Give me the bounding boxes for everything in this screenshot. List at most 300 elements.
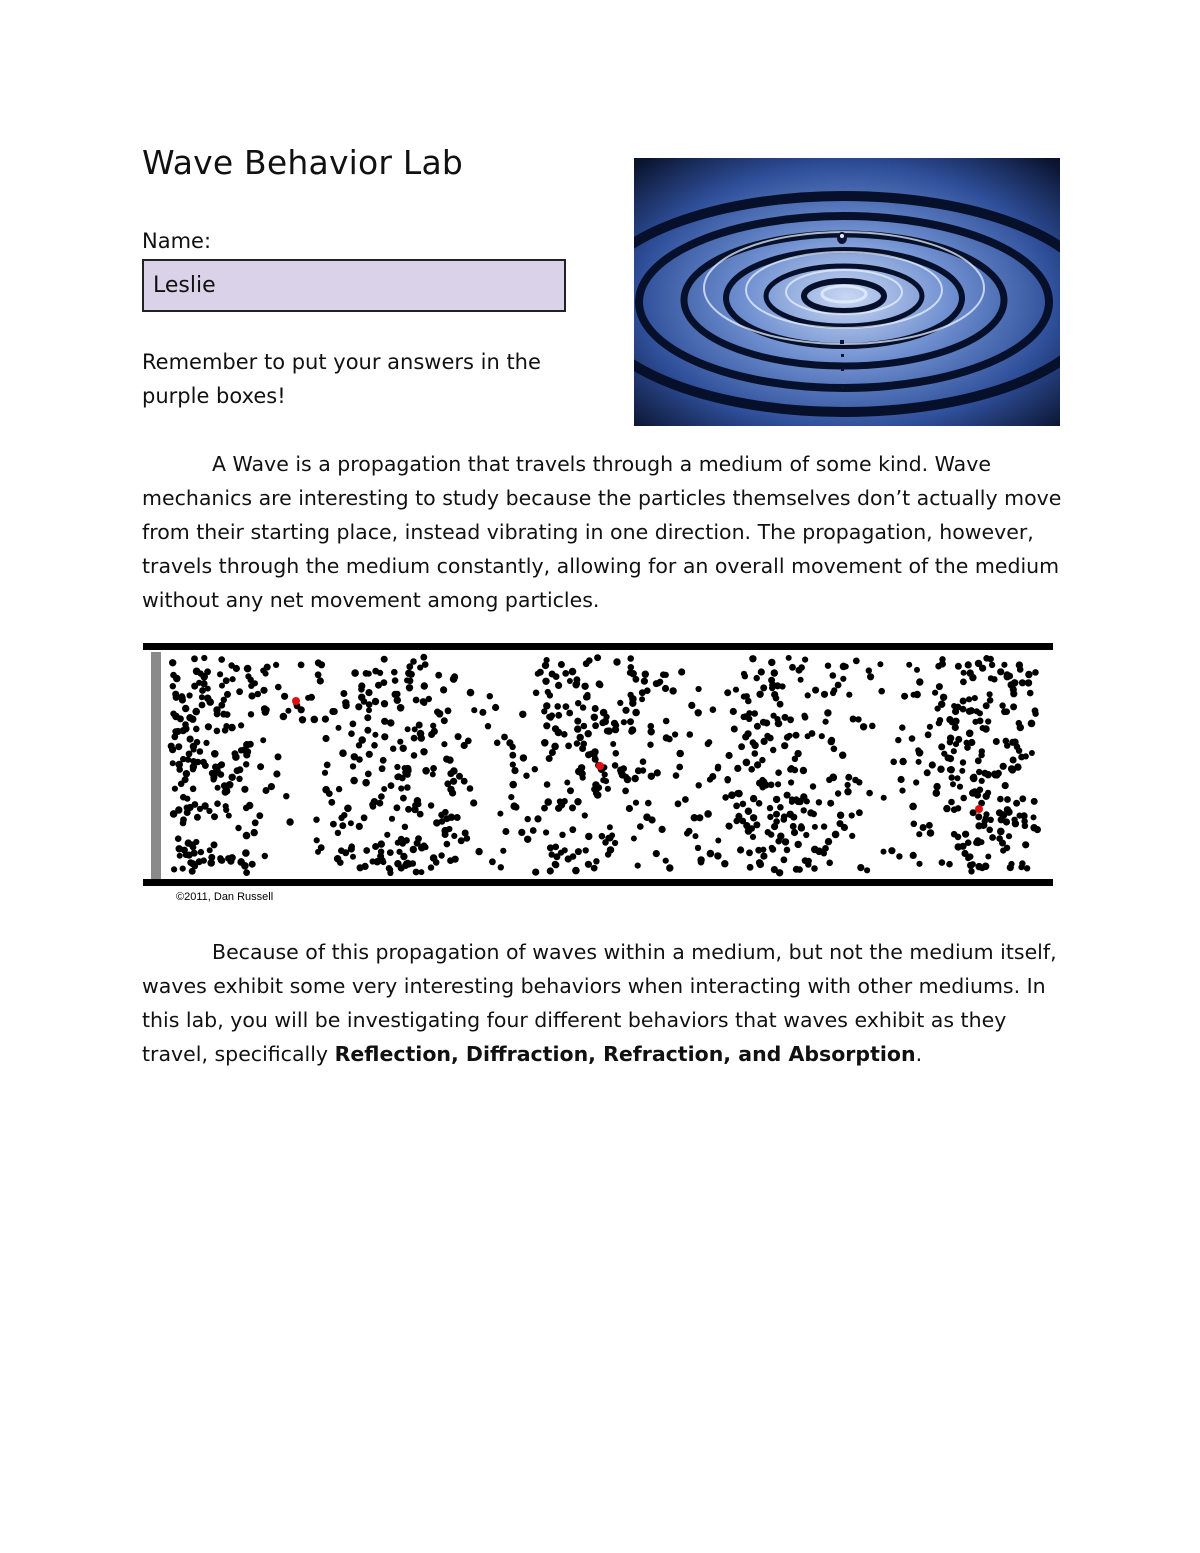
particle xyxy=(633,800,639,806)
name-answer-box[interactable] xyxy=(142,259,566,312)
particle xyxy=(315,671,322,678)
particle xyxy=(758,668,765,675)
image-credit: ©2011, Dan Russell xyxy=(176,891,274,903)
particle xyxy=(610,741,616,747)
particle xyxy=(1008,861,1014,867)
particle xyxy=(644,687,651,694)
particle xyxy=(775,769,782,776)
particle xyxy=(975,757,982,764)
particle xyxy=(1001,662,1007,668)
particle xyxy=(973,840,979,846)
particle xyxy=(501,734,508,741)
page-title: Wave Behavior Lab xyxy=(142,143,464,182)
particle xyxy=(770,747,776,753)
particle xyxy=(966,730,974,738)
particle xyxy=(375,682,382,689)
particle xyxy=(627,670,633,676)
particle xyxy=(968,868,974,874)
particle xyxy=(176,845,183,852)
particle xyxy=(335,830,341,836)
particle xyxy=(853,658,860,665)
particle xyxy=(666,864,673,871)
particle xyxy=(1028,720,1036,728)
particle xyxy=(381,786,387,792)
particle xyxy=(737,846,744,853)
particle xyxy=(613,750,620,757)
particle xyxy=(446,826,452,832)
name-label: Name: xyxy=(142,229,212,253)
particle xyxy=(1012,739,1019,746)
particle xyxy=(406,860,413,867)
particle xyxy=(955,736,962,743)
particle xyxy=(704,810,712,818)
particle xyxy=(555,682,562,689)
particle xyxy=(585,861,592,868)
particle xyxy=(774,716,780,722)
particle xyxy=(433,819,440,826)
particle xyxy=(322,770,328,776)
particle xyxy=(985,854,991,860)
particle xyxy=(949,774,955,780)
particle xyxy=(555,712,562,719)
particle xyxy=(541,805,548,812)
particle xyxy=(647,742,653,748)
particle xyxy=(1025,671,1032,678)
particle xyxy=(223,788,230,795)
particle xyxy=(752,742,758,748)
particle xyxy=(769,846,776,853)
particle xyxy=(698,859,705,866)
particle xyxy=(546,714,552,720)
particle xyxy=(578,764,585,771)
particle xyxy=(479,709,486,716)
particle xyxy=(580,741,587,748)
particle xyxy=(348,845,355,852)
particle xyxy=(795,798,802,805)
particle xyxy=(1008,681,1015,688)
particle xyxy=(978,752,984,758)
particle xyxy=(467,689,475,697)
particle xyxy=(298,706,305,713)
particle xyxy=(967,853,974,860)
particle xyxy=(356,742,362,748)
particle xyxy=(947,755,954,762)
particle xyxy=(574,718,581,725)
highlight-particle xyxy=(596,762,604,770)
particle xyxy=(781,742,788,749)
particle xyxy=(171,866,177,872)
particle xyxy=(745,730,752,737)
particle xyxy=(187,736,194,743)
particle xyxy=(581,683,588,690)
particle xyxy=(552,861,559,868)
particle xyxy=(775,838,782,845)
particle xyxy=(372,843,379,850)
particle xyxy=(1031,814,1037,820)
behaviors-paragraph-text: Because of this propagation of waves within a medium, but not the medium itself, waves exhibit some very interesting behaviors when interacting with other mediums. In this lab, you will be investigating four different behaviors that waves exhibit as they travel, specifically xyxy=(142,940,1057,1066)
particle xyxy=(228,662,234,668)
particle xyxy=(389,816,395,822)
particle xyxy=(175,835,182,842)
particle xyxy=(784,847,791,854)
particle xyxy=(666,736,673,743)
particle xyxy=(183,770,190,777)
particle xyxy=(273,662,279,668)
particle xyxy=(974,708,980,714)
particle xyxy=(445,707,452,714)
particle xyxy=(542,678,549,685)
particle xyxy=(193,839,199,845)
particle xyxy=(348,820,354,826)
particle xyxy=(1029,750,1035,756)
particle xyxy=(1004,673,1011,680)
particle xyxy=(189,868,196,875)
particle xyxy=(546,755,553,762)
particle xyxy=(788,779,794,785)
particle xyxy=(965,661,972,668)
particle xyxy=(173,694,180,701)
particle xyxy=(558,661,565,668)
particle xyxy=(767,814,773,820)
particle xyxy=(214,800,221,807)
particle xyxy=(605,835,612,842)
particle xyxy=(366,701,373,708)
particle xyxy=(821,823,827,829)
particle xyxy=(591,865,598,872)
particle xyxy=(663,858,669,864)
particle xyxy=(229,774,236,781)
particle xyxy=(532,869,539,876)
particle xyxy=(957,784,963,790)
particle xyxy=(775,781,781,787)
particle xyxy=(725,777,731,783)
particle xyxy=(336,786,342,792)
particle xyxy=(569,668,577,676)
particle xyxy=(572,681,579,688)
particle xyxy=(825,838,832,845)
particle xyxy=(430,723,436,729)
particle xyxy=(742,713,749,720)
particle xyxy=(467,785,474,792)
particle xyxy=(937,766,944,773)
particle xyxy=(600,709,608,717)
particle xyxy=(629,700,636,707)
particle xyxy=(860,723,867,730)
particle xyxy=(541,739,549,747)
particle xyxy=(932,690,938,696)
particle xyxy=(756,691,763,698)
particle xyxy=(935,706,941,712)
particle xyxy=(985,718,991,724)
particle xyxy=(350,763,356,769)
particle xyxy=(1012,820,1019,827)
particle xyxy=(341,812,347,818)
particle xyxy=(523,773,529,779)
particle xyxy=(805,692,811,698)
particle xyxy=(525,816,531,822)
particle xyxy=(411,735,418,742)
particle xyxy=(663,718,670,725)
particle xyxy=(791,829,798,836)
particle xyxy=(242,849,250,857)
particle xyxy=(190,766,196,772)
particle xyxy=(914,691,921,698)
particle xyxy=(768,782,775,789)
particle xyxy=(236,688,243,695)
particle xyxy=(895,737,901,743)
particle xyxy=(827,800,834,807)
particle xyxy=(217,763,223,769)
particle xyxy=(784,792,791,799)
particle xyxy=(338,847,345,854)
particle xyxy=(397,704,405,712)
particle xyxy=(237,858,245,866)
particle xyxy=(455,733,462,740)
particle xyxy=(983,702,990,709)
particle xyxy=(170,810,178,818)
particle xyxy=(450,778,457,785)
particle xyxy=(730,708,737,715)
particle xyxy=(348,730,355,737)
particle xyxy=(372,732,378,738)
particle xyxy=(238,722,244,728)
particle xyxy=(187,859,194,866)
particle xyxy=(798,824,805,831)
particle xyxy=(218,656,225,663)
particle xyxy=(201,655,207,661)
particle xyxy=(485,723,491,729)
particle xyxy=(357,864,364,871)
particle xyxy=(410,846,417,853)
particle xyxy=(203,740,209,746)
particle xyxy=(198,849,204,855)
tube-bottom-wall xyxy=(143,879,1053,886)
particle xyxy=(648,728,655,735)
particle xyxy=(743,759,751,767)
particle xyxy=(428,802,434,808)
particle xyxy=(672,731,678,737)
particle xyxy=(878,688,885,695)
particle xyxy=(866,790,873,797)
particle xyxy=(792,756,798,762)
particle xyxy=(217,671,223,677)
particle xyxy=(379,765,386,772)
particle xyxy=(936,683,943,690)
particle xyxy=(613,722,619,728)
intro-paragraph xyxy=(142,447,1062,617)
particle xyxy=(911,821,918,828)
particle xyxy=(377,800,384,807)
particle xyxy=(420,748,427,755)
particle xyxy=(734,765,741,772)
particle xyxy=(1024,865,1030,871)
particle xyxy=(761,738,768,745)
particle xyxy=(997,828,1005,836)
particle xyxy=(444,841,451,848)
particle xyxy=(399,840,406,847)
particle xyxy=(396,849,402,855)
particle xyxy=(264,664,271,671)
particle xyxy=(659,826,666,833)
particle xyxy=(431,728,438,735)
particle xyxy=(810,783,816,789)
particle xyxy=(910,852,917,859)
particle xyxy=(519,711,526,718)
particle xyxy=(582,812,588,818)
particle xyxy=(387,849,394,856)
particle xyxy=(733,803,740,810)
particle xyxy=(220,711,227,718)
particle xyxy=(767,805,773,811)
behaviors-list: Reflection, Diffraction, Refraction, and Absorption xyxy=(334,1042,916,1066)
particle xyxy=(724,689,731,696)
particle xyxy=(450,767,458,775)
particle xyxy=(249,861,256,868)
particle xyxy=(803,832,809,838)
particle xyxy=(881,849,887,855)
particle xyxy=(185,839,192,846)
particle xyxy=(533,690,540,697)
particle xyxy=(416,722,423,729)
particle xyxy=(678,668,685,675)
particle xyxy=(927,829,935,837)
particle xyxy=(219,683,225,689)
particle xyxy=(339,822,346,829)
particle xyxy=(955,843,962,850)
particle xyxy=(621,719,627,725)
particle xyxy=(322,786,330,794)
particle xyxy=(742,673,748,679)
particle xyxy=(331,708,338,715)
piston xyxy=(151,652,161,879)
particle xyxy=(965,839,972,846)
particle xyxy=(248,711,254,717)
particle xyxy=(593,858,599,864)
particle xyxy=(337,859,344,866)
particle xyxy=(585,833,592,840)
particle xyxy=(696,686,702,692)
particle xyxy=(380,757,387,764)
particle xyxy=(226,813,232,819)
particle xyxy=(350,854,356,860)
particle xyxy=(599,833,606,840)
particle xyxy=(622,707,629,714)
particle xyxy=(569,804,576,811)
particle xyxy=(241,786,248,793)
particle xyxy=(787,811,794,818)
particle xyxy=(986,827,993,834)
particle xyxy=(896,853,902,859)
particle xyxy=(414,840,421,847)
particle xyxy=(649,816,656,823)
particle xyxy=(757,861,764,868)
particle xyxy=(206,808,212,814)
particle xyxy=(235,825,241,831)
particle xyxy=(574,740,580,746)
particle xyxy=(793,732,800,739)
particle xyxy=(733,687,739,693)
particle xyxy=(982,725,989,732)
particle xyxy=(361,814,368,821)
tube-top-wall xyxy=(143,643,1053,650)
particle xyxy=(210,776,216,782)
particle xyxy=(822,845,829,852)
particle xyxy=(562,847,568,853)
particle xyxy=(939,656,945,662)
particle xyxy=(915,747,921,753)
particle xyxy=(406,684,413,691)
particle xyxy=(635,767,642,774)
particle xyxy=(710,706,717,713)
particle xyxy=(243,741,251,749)
particle xyxy=(313,817,319,823)
particle xyxy=(840,676,846,682)
particle xyxy=(745,808,752,815)
particle xyxy=(933,789,941,797)
particle xyxy=(869,723,876,730)
particle xyxy=(612,840,618,846)
particle xyxy=(843,664,849,670)
particle xyxy=(977,718,984,725)
particle xyxy=(585,751,592,758)
particle xyxy=(790,823,797,830)
particle xyxy=(877,661,883,667)
particle xyxy=(899,724,905,730)
particle xyxy=(191,747,197,753)
particle xyxy=(199,702,206,709)
particle xyxy=(1003,708,1010,715)
particle xyxy=(350,777,358,785)
particle xyxy=(768,831,774,837)
particle xyxy=(567,787,574,794)
particle xyxy=(960,795,967,802)
particle xyxy=(184,809,191,816)
particle xyxy=(205,723,212,730)
particle xyxy=(909,735,916,742)
particle xyxy=(714,852,721,859)
particle xyxy=(358,682,365,689)
particle xyxy=(381,733,388,740)
particle xyxy=(816,799,822,805)
particle xyxy=(914,667,920,673)
particle xyxy=(372,698,379,705)
particle xyxy=(913,779,919,785)
particle xyxy=(776,869,783,876)
particle xyxy=(955,805,961,811)
particle xyxy=(849,833,855,839)
particle xyxy=(792,767,799,774)
particle xyxy=(421,682,428,689)
particle xyxy=(366,671,372,677)
particle xyxy=(985,771,992,778)
particle xyxy=(933,783,940,790)
particle xyxy=(430,771,436,777)
particle xyxy=(983,793,990,800)
particle xyxy=(731,726,738,733)
particle xyxy=(543,829,549,835)
particle xyxy=(364,714,371,721)
particle xyxy=(192,708,200,716)
particle xyxy=(572,867,580,875)
particle xyxy=(172,786,178,792)
particle xyxy=(183,852,189,858)
particle xyxy=(391,669,398,676)
particle xyxy=(1017,813,1023,819)
particle xyxy=(707,850,715,858)
particle xyxy=(260,687,267,694)
particle xyxy=(387,719,394,726)
particle xyxy=(864,867,870,873)
